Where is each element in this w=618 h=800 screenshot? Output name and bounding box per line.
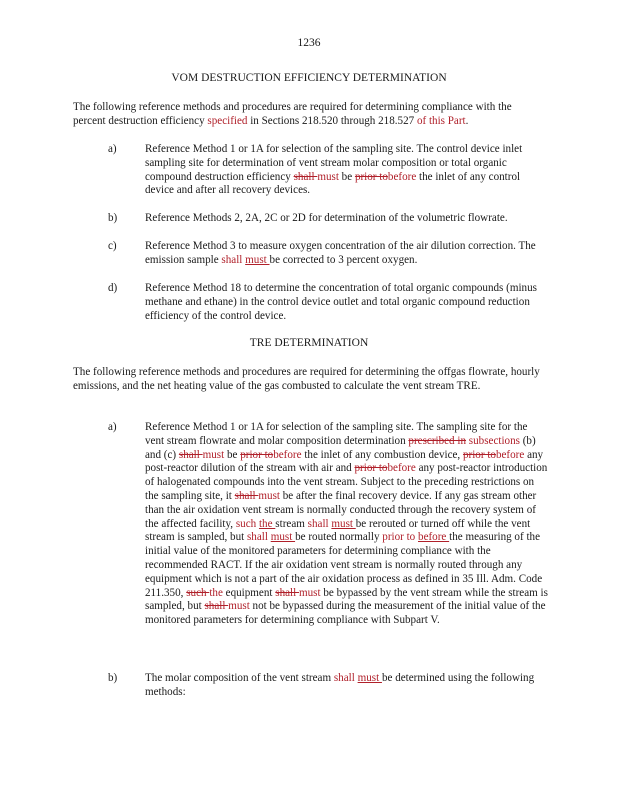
inserted-text: specified [207,114,248,127]
item-marker: a) [108,143,117,155]
inserted-text: must [357,672,382,684]
deleted-text: such [186,586,210,599]
item-text: Reference Method 18 to determine the concentration of total organic compounds (minus methane and ethane) in the control device outlet and total organic compound reduction efficiency of the control device. [145,282,537,322]
item-text: The molar composition of the vent stream shall must be determined using the following methods: [145,672,535,698]
item-marker: d) [108,282,118,294]
inserted-text: must [202,448,225,461]
inserted-text: shall [221,253,243,266]
inserted-text: before [273,448,302,461]
inserted-text: subsections [466,434,520,447]
inserted-text: before [387,170,417,183]
inserted-text: must [331,517,356,530]
inserted-text: before [387,462,416,475]
inserted-text: of this Part [414,114,466,127]
vom-intro-paragraph: The following reference methods and procedures are required for determining compliance with the percent destruction efficiency specified in Sections 218.520 through 218.527 of this Part. [73,101,512,127]
deleted-text: shall [204,600,229,613]
inserted-text: must [317,170,339,183]
tre-item-a [108,421,548,628]
item-text: Reference Methods 2, 2A, 2C or 2D for determination of the volumetric flowrate. [145,212,508,224]
section-title-vom: VOM DESTRUCTION EFFICIENCY DETERMINATION [171,72,447,84]
section-title-tre: TRE DETERMINATION [249,337,369,349]
vom-item-a [108,143,548,198]
deleted-text: shall [178,448,203,461]
deleted-text: prescribed in [408,434,467,447]
vom-item-d [108,282,548,323]
item-marker: a) [108,421,117,433]
deleted-text: shall [234,489,259,502]
vom-item-b [108,212,548,226]
inserted-text: before [418,531,450,544]
inserted-text: shall [307,517,329,530]
deleted-text: prior to [462,448,496,461]
deleted-text: prior to [354,170,388,183]
inserted-text: must [270,531,296,544]
inserted-text: must [299,586,321,599]
inserted-text: must [228,600,250,613]
item-marker: b) [108,672,118,684]
tre-item-b [108,672,548,700]
inserted-text: the [209,586,223,599]
deleted-text: prior to [240,448,274,461]
inserted-text: such [235,517,259,530]
inserted-text: the [258,517,276,530]
inserted-text: prior to [382,531,416,544]
inserted-text: shall [333,672,355,684]
item-marker: b) [108,212,118,224]
inserted-text: before [495,448,525,461]
inserted-text: must [258,489,280,502]
deleted-text: shall [293,170,318,183]
tre-intro-paragraph: The following reference methods and procedures are required for determining the offgas flowrate, hourly emissions, and the net heating value of the gas combusted to calculate the vent stream TRE. [73,366,540,392]
item-text: Reference Method 1 or 1A for selection of the sampling site. The sampling site for the vent stream flowrate and molar composition determination prescribed in subsections (b) and (c) shall must be prior tobefore the inlet of any combustion device, prior tobefore any post-reactor dilution of the stream with air and prior tobefore any post-reactor introduction of halogenated compounds into the vent stream. Subject to the preceding restrictions on the sampling site, it shall must be after the final recovery device. If any gas stream other than the air oxidation vent stream is normally conducted through the recovery system of the affected facility, such the stream shall must be rerouted or turned off while the vent stream is sampled, but shall must be routed normally prior to before the measuring of the initial value of the monitored parameters for determining compliance with the recommended RACT. If the air oxidation vent stream is normally routed through any equipment which is not a part of the air oxidation process as defined in 35 Ill. Adm. Code 211.350, such the equipment shall must be bypassed by the vent stream while the stream is sampled, but shall must not be bypassed during the measurement of the initial value of the monitored parameters for determining compliance with Subpart V. [145,421,548,627]
vom-item-c [108,240,548,268]
inserted-text: must [245,253,270,266]
item-text: Reference Method 1 or 1A for selection of the sampling site. The control device inlet sampling site for determination of vent stream molar composition or total organic compound destruction efficiency shall must be prior tobefore the inlet of any control device and after all recovery devices. [145,143,523,197]
item-text: Reference Method 3 to measure oxygen concentration of the air dilution correction. The emission sample shall must be corrected to 3 percent oxygen. [145,240,536,266]
page-number: 1236 [297,37,321,49]
deleted-text: shall [275,586,299,599]
item-marker: c) [108,240,117,252]
inserted-text: shall [246,531,268,544]
deleted-text: prior to [354,462,388,475]
